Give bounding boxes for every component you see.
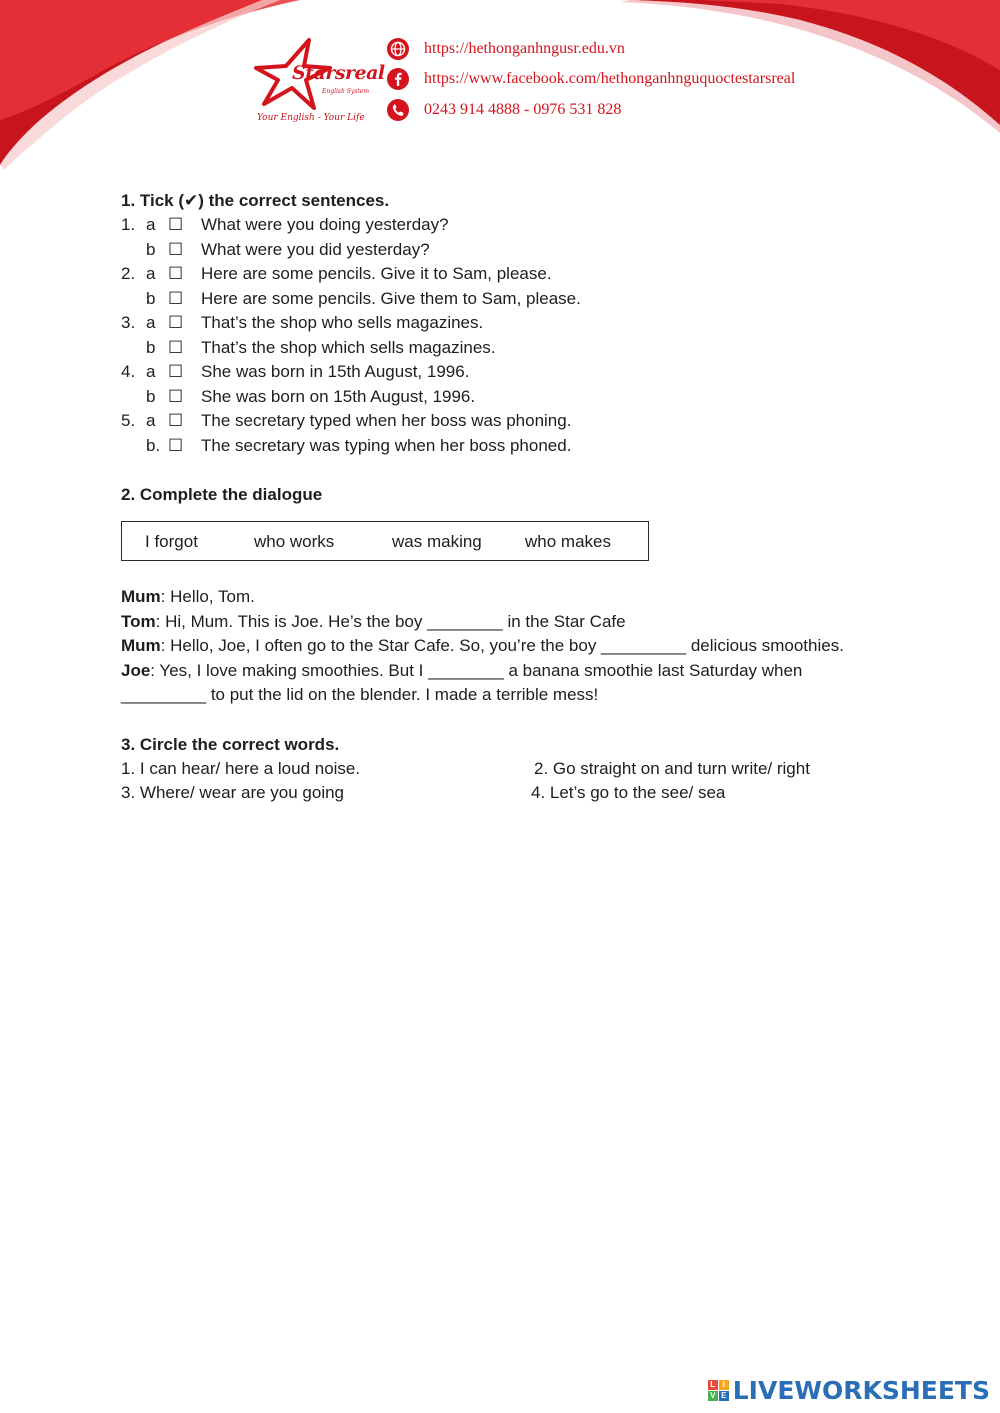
icon-letter: I (719, 1380, 729, 1390)
word-bank (121, 521, 649, 561)
dialogue-line (121, 659, 881, 708)
item-number: 4. (121, 362, 136, 381)
tick-checkbox[interactable]: ☐ (168, 411, 184, 430)
tick-row (121, 409, 881, 434)
circle-row (121, 757, 881, 782)
facebook-icon (386, 67, 410, 91)
tick-row (121, 213, 881, 238)
circle-row (121, 781, 881, 806)
item-number: 5. (121, 411, 136, 430)
speaker: Mum (121, 636, 161, 655)
sentence-text: She was born on 15th August, 1996. (201, 386, 476, 406)
tick-checkbox[interactable]: ☐ (168, 362, 184, 381)
option-letter: b (146, 386, 156, 406)
item-number: 1. (121, 215, 136, 234)
sentence-text: That’s the shop who sells magazines. (201, 313, 484, 332)
tick-row (121, 287, 881, 312)
option-letter: a (146, 264, 156, 283)
contact-phone (386, 98, 621, 122)
option-letter: b (146, 288, 156, 308)
option-letter: a (146, 362, 156, 381)
tick-row (121, 238, 881, 263)
tick-row (121, 311, 881, 336)
option-letter: b (146, 337, 156, 357)
word-bank-item[interactable]: was making (392, 532, 482, 551)
icon-letter: L (708, 1380, 718, 1390)
speaker: Mum (121, 587, 161, 606)
sentence-text: Here are some pencils. Give it to Sam, please. (201, 264, 552, 283)
dialogue-text: : Yes, I love making smoothies. But I ________ a banana smoothie last Saturday when _________ to put the lid on the blender. I made a terrible mess! (121, 660, 803, 704)
liveworksheets-brand: LIVEWORKSHEETS (732, 1376, 990, 1405)
worksheet-content (121, 188, 881, 806)
starsreal-logo (250, 38, 385, 130)
dialogue-line (121, 610, 881, 635)
dialogue-text: : Hello, Joe, I often go to the Star Cafe. So, you’re the boy _________ delicious smoothies. (160, 636, 844, 655)
option-letter: a (146, 313, 156, 332)
section3-title: 3. Circle the correct words. (121, 734, 340, 754)
tick-row (121, 434, 881, 459)
tick-checkbox[interactable]: ☐ (168, 288, 184, 308)
option-letter: b. (146, 435, 161, 455)
section2-title: 2. Complete the dialogue (121, 485, 323, 504)
globe-icon (386, 37, 410, 61)
phone-numbers: 0243 914 4888 - 0976 531 828 (424, 101, 622, 118)
contact-facebook[interactable] (386, 67, 795, 91)
speaker: Joe (121, 660, 151, 680)
tick-checkbox[interactable]: ☐ (168, 337, 184, 357)
circle-item[interactable]: 1. I can hear/ here a loud noise. (121, 758, 361, 778)
circle-item[interactable]: 3. Where/ wear are you going (121, 783, 345, 802)
icon-letter: E (719, 1391, 729, 1401)
facebook-link[interactable]: https://www.facebook.com/hethonganhnguquoctestarsreal (424, 70, 796, 87)
sentence-text: What were you did yesterday? (201, 239, 430, 259)
circle-item[interactable]: 4. Let’s go to the see/ sea (531, 783, 726, 802)
section1-list (121, 213, 881, 458)
sentence-text: The secretary was typing when her boss phoned. (201, 435, 572, 455)
option-letter: b (146, 239, 156, 259)
option-letter: a (146, 215, 156, 234)
icon-letter: V (708, 1391, 718, 1401)
tick-checkbox[interactable]: ☐ (168, 386, 184, 406)
tick-row (121, 385, 881, 410)
option-letter: a (146, 411, 156, 430)
tick-checkbox[interactable]: ☐ (168, 313, 184, 332)
circle-item[interactable]: 2. Go straight on and turn write/ right (534, 758, 810, 778)
logo-subtitle: English System (322, 88, 370, 95)
dialogue (121, 585, 881, 708)
tick-row (121, 336, 881, 361)
tick-row (121, 262, 881, 287)
speaker: Tom (121, 611, 156, 631)
liveworksheets-icon (708, 1380, 729, 1401)
word-bank-item[interactable]: I forgot (145, 532, 198, 551)
logo-tagline: Your English - Your Life (257, 113, 365, 123)
website-link[interactable]: https://hethonganhngusr.edu.vn (424, 40, 625, 57)
sentence-text: She was born in 15th August, 1996. (201, 362, 470, 381)
tick-checkbox[interactable]: ☐ (168, 435, 184, 455)
contact-website[interactable] (386, 37, 625, 61)
tick-checkbox[interactable]: ☐ (168, 264, 184, 283)
dialogue-line (121, 585, 881, 610)
phone-icon (386, 98, 410, 122)
section1-title: 1. Tick (✔) the correct sentences. (121, 191, 390, 210)
logo-name: Starsreal (292, 62, 385, 84)
sentence-text: Here are some pencils. Give them to Sam, please. (201, 288, 581, 308)
dialogue-text: : Hi, Mum. This is Joe. He’s the boy ________ in the Star Cafe (155, 611, 626, 631)
sentence-text: The secretary typed when her boss was phoning. (201, 411, 572, 430)
sentence-text: That’s the shop which sells magazines. (201, 337, 496, 357)
tick-checkbox[interactable]: ☐ (168, 215, 184, 234)
item-number: 3. (121, 313, 136, 332)
item-number: 2. (121, 264, 136, 283)
tick-checkbox[interactable]: ☐ (168, 239, 184, 259)
liveworksheets-logo (708, 1376, 990, 1405)
tick-row (121, 360, 881, 385)
dialogue-text: : Hello, Tom. (160, 587, 255, 606)
word-bank-item[interactable]: who works (254, 532, 335, 551)
dialogue-line (121, 634, 881, 659)
word-bank-item[interactable]: who makes (525, 532, 611, 551)
sentence-text: What were you doing yesterday? (201, 215, 449, 234)
